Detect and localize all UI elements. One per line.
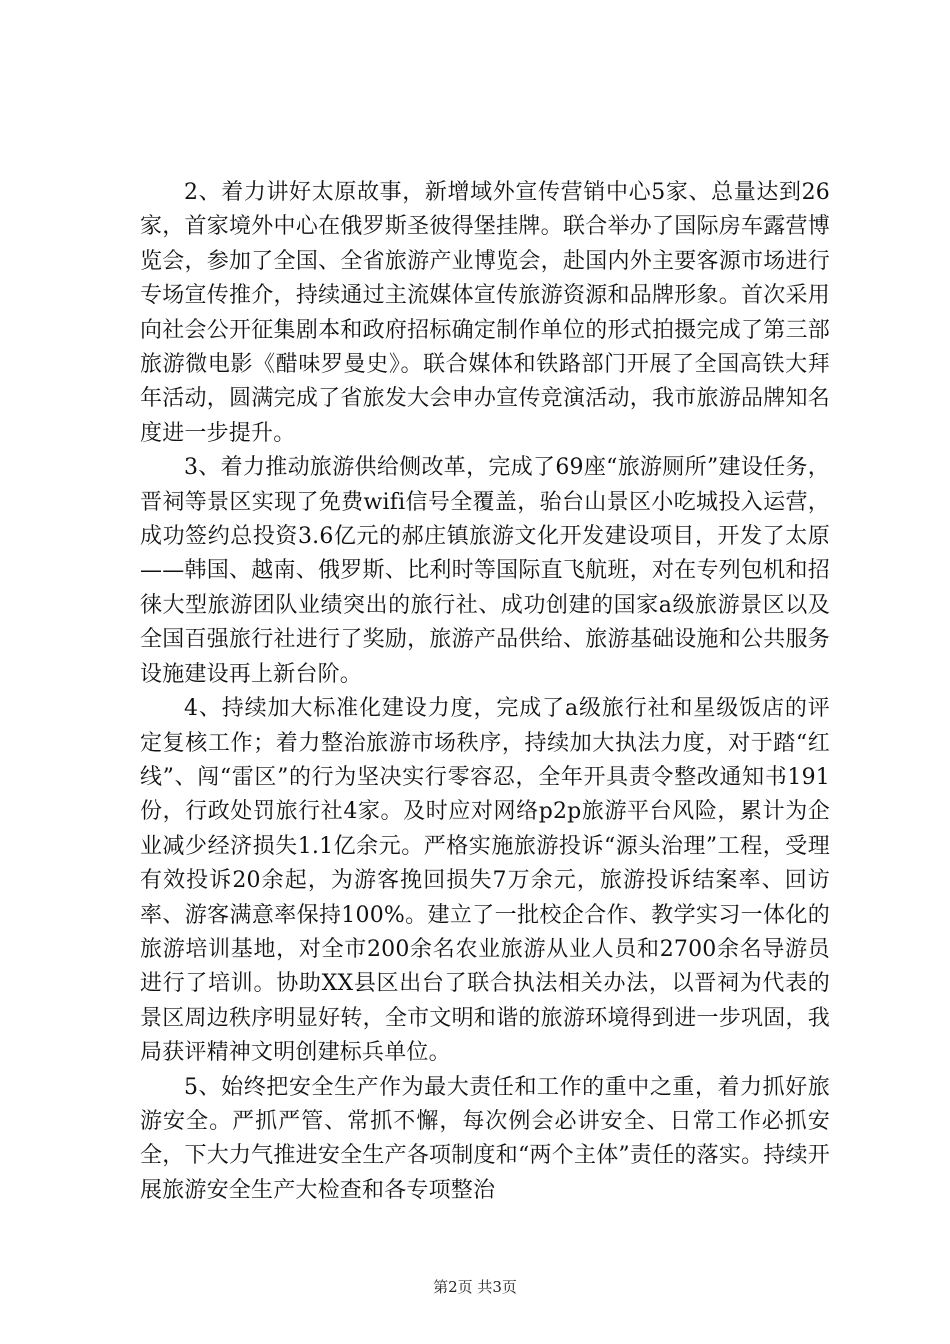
paragraph-2: 2、着力讲好太原故事，新增域外宣传营销中心5家、总量达到26家，首家境外中心在俄罗斯圣彼得堡挂牌。联合举办了国际房车露营博览会，参加了全国、全省旅游产业博览会，赴国内外主要客源市场进行专场宣传推介，持续通过主流媒体宣传旅游资源和品牌形象。首次采用向社会公开征集剧本和政府招标确定制作单位的形式拍摄完成了第三部旅游微电影《醋味罗曼史》。联合媒体和铁路部门开展了全国高铁大拜年活动，圆满完成了省旅发大会申办宣传竞演活动，我市旅游品牌知名度进一步提升。 xyxy=(140,180,830,446)
paragraph-4: 4、持续加大标准化建设力度，完成了a级旅行社和星级饭店的评定复核工作；着力整治旅游市场秩序，持续加大执法力度，对于踏“红线”、闯“雷区”的行为坚决实行零容忍，全年开具责令整改通知书191份，行政处罚旅行社4家。及时应对网络p2p旅游平台风险，累计为企业减少经济损失1.1亿余元。严格实施旅游投诉“源头治理”工程，受理有效投诉20余起，为游客挽回损失7万余元，旅游投诉结案率、回访率、游客满意率保持100%。建立了一批校企合作、教学实习一体化的旅游培训基地，对全市200余名农业旅游从业人员和2700余名导游员进行了培训。协助XX县区出台了联合执法相关办法，以晋祠为代表的景区周边秩序明显好转，全市文明和谐的旅游环境得到进一步巩固，我局获评精神文明创建标兵单位。 xyxy=(140,696,830,1066)
paragraph-3: 3、着力推动旅游供给侧改革，完成了69座“旅游厕所”建设任务，晋祠等景区实现了免费wifi信号全覆盖，骀台山景区小吃城投入运营，成功签约总投资3.6亿元的郝庄镇旅游文化开发建设项目，开发了太原——韩国、越南、俄罗斯、比利时等国际直飞航班，对在专列包机和招徕大型旅游团队业绩突出的旅行社、成功创建的国家a级旅游景区以及全国百强旅行社进行了奖励，旅游产品供给、旅游基础设施和公共服务设施建设再上新台阶。 xyxy=(140,455,830,687)
page-footer: 第2页 共3页 xyxy=(433,1278,517,1296)
document-body xyxy=(140,176,830,1208)
paragraph-5: 5、始终把安全生产作为最大责任和工作的重中之重，着力抓好旅游安全。严抓严管、常抓不懈，每次例会必讲安全、日常工作必抓安全，下大力气推进安全生产各项制度和“两个主体”责任的落实。持续开展旅游安全生产大检查和各专项整治 xyxy=(140,1074,830,1203)
